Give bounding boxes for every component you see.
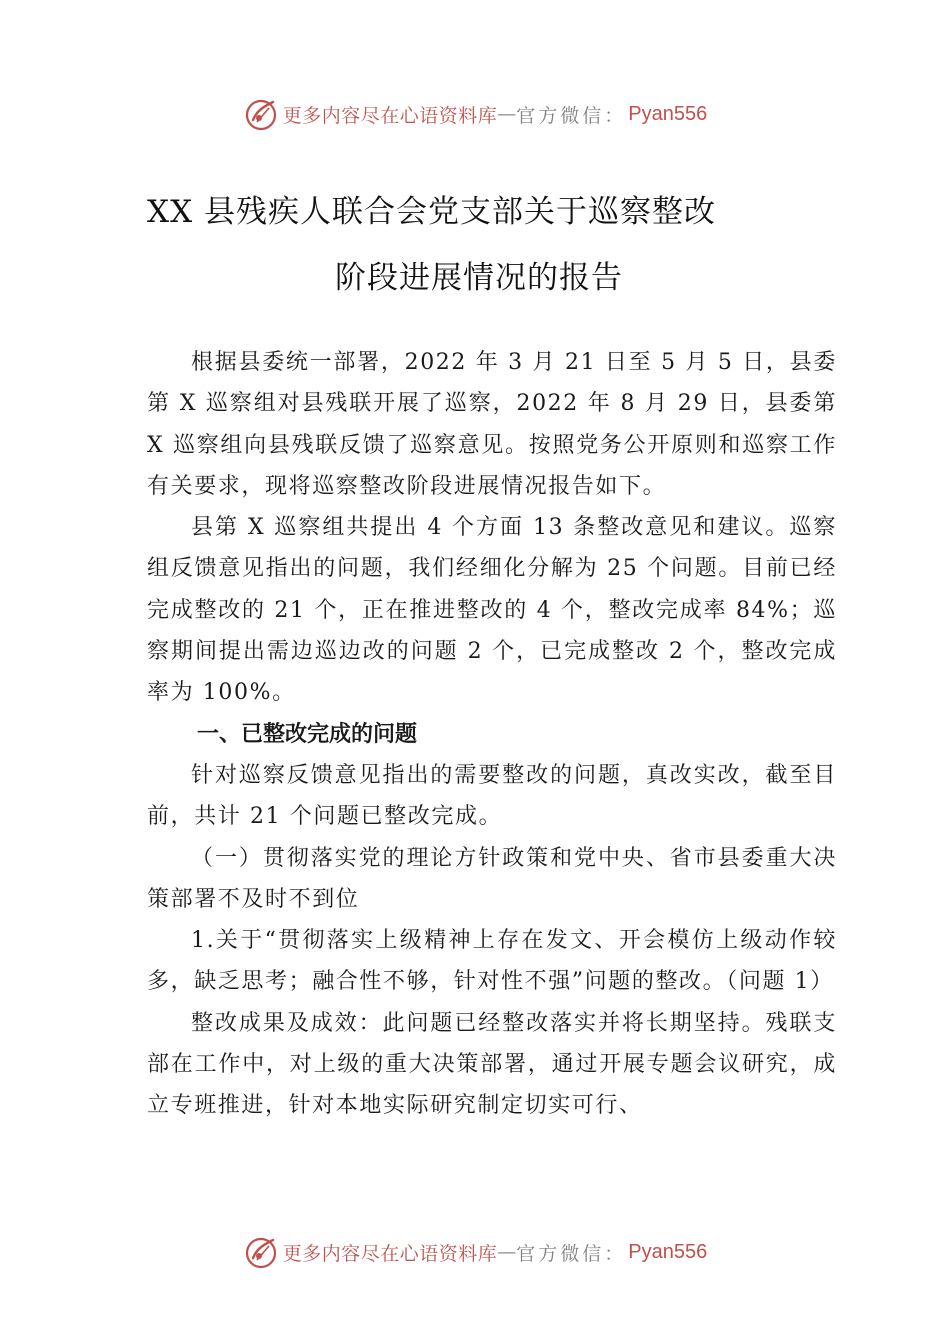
document-body [147, 342, 837, 1127]
watermark-id: Pyan556 [628, 102, 708, 125]
section-heading-1: 一、已整改完成的问题 [197, 721, 418, 747]
watermark-separator: — [497, 1241, 517, 1263]
paragraph-result-1: 整改成果及成效：此问题已经整改落实并将长期坚持。残联支部在工作中，对上级的重大决策部署，通过开展专题会议研究，成立专班推进，针对本地实际研究制定切实可行、 [147, 1010, 837, 1119]
paragraph-summary: 县第 X 巡察组共提出 4 个方面 13 条整改意见和建议。巡察组反馈意见指出的问题，我们经细化分解为 25 个问题。目前已经完成整改的 21 个，正在推进整改的 4 个，整改完成率 84%；巡察期间提出需边巡边改的问题 2 个，已完成整改 2 个，整改完成率为 100%。 [147, 515, 837, 706]
watermark-label: 官方微信： [516, 1242, 627, 1265]
subsection-heading-1: （一）贯彻落实党的理论方针政策和党中央、省市县委重大决策部署不及时不到位 [147, 845, 837, 912]
watermark-separator: — [497, 103, 517, 125]
watermark-id: Pyan556 [628, 1240, 708, 1263]
logo-icon [243, 1234, 279, 1270]
watermark-label: 官方微信： [516, 104, 627, 127]
page-title-line-2: 阶段进展情况的报告 [335, 260, 623, 296]
watermark-top [0, 94, 950, 134]
watermark-bottom [0, 1232, 950, 1272]
item-heading-1: 1.关于“贯彻落实上级精神上存在发文、开会模仿上级动作较多，缺乏思考；融合性不够，针对性不强”问题的整改。（问题 1） [147, 928, 837, 995]
paragraph-section-1: 针对巡察反馈意见指出的需要整改的问题，真改实改，截至目前，共计 21 个问题已整改完成。 [147, 762, 837, 830]
page-title-line-1: XX 县残疾人联合会党支部关于巡察整改 [147, 194, 716, 230]
watermark-text: 更多内容尽在心语资料库 [282, 104, 498, 127]
logo-icon [243, 96, 279, 132]
watermark-text: 更多内容尽在心语资料库 [282, 1242, 498, 1265]
paragraph-intro: 根据县委统一部署，2022 年 3 月 21 日至 5 月 5 日，县委第 X 巡察组对县残联开展了巡察，2022 年 8 月 29 日，县委第 X 巡察组向县残联反馈了巡察意见。按照党务公开原则和巡察工作有关要求，现将巡察整改阶段进展情况报告如下。 [147, 350, 837, 499]
